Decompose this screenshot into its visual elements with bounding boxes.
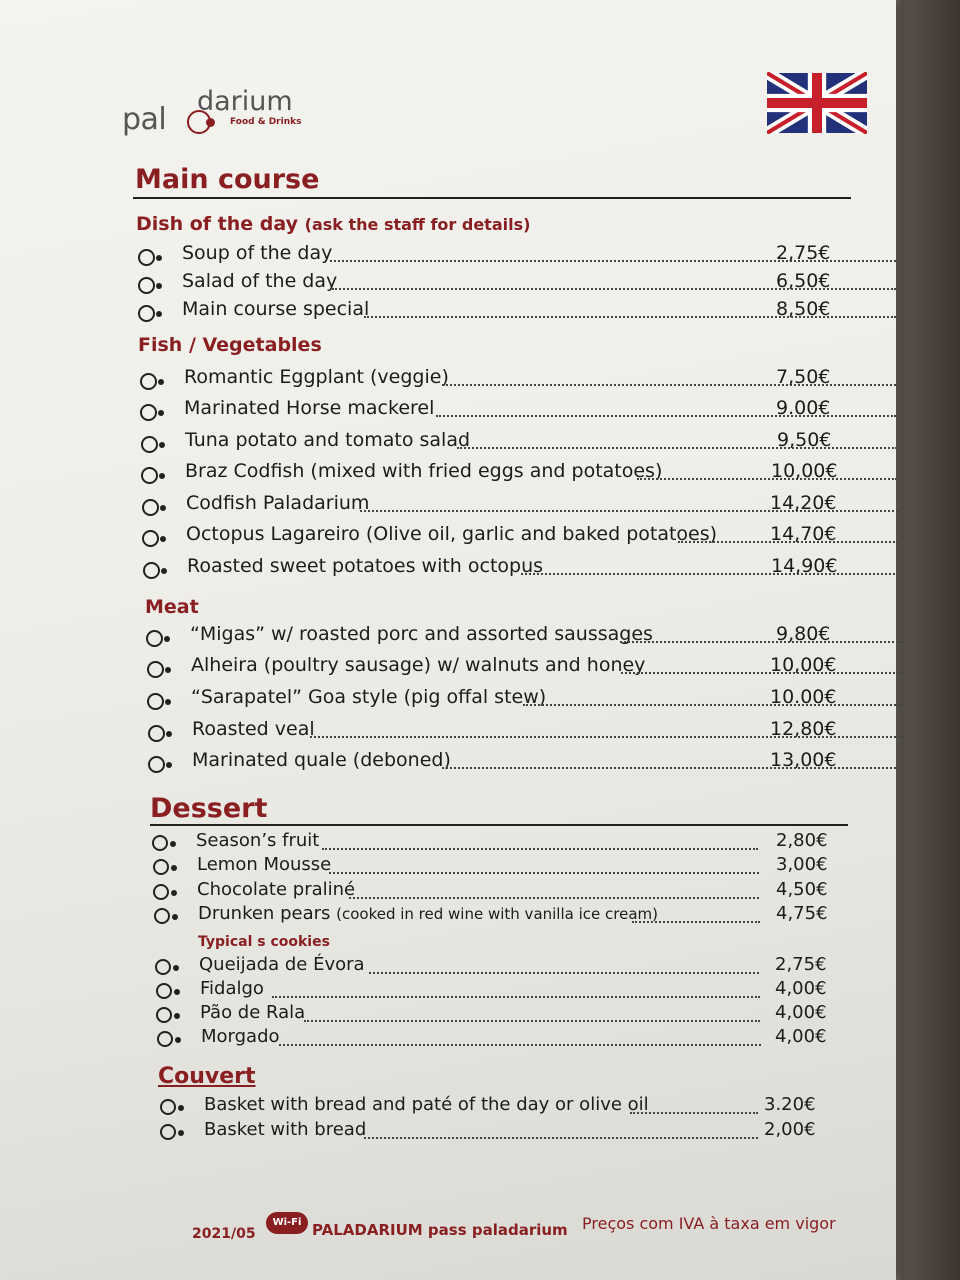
- menu-item: Season’s fruit 2,80€: [152, 830, 828, 854]
- bullet-icon: [140, 404, 157, 421]
- bullet-icon: [155, 959, 171, 975]
- wifi-icon: Wi-Fi: [266, 1212, 308, 1234]
- menu-item: Lemon Mousse 3,00€: [153, 854, 828, 878]
- menu-item: Fidalgo 4,00€: [156, 978, 827, 1002]
- menu-item: Roasted veal 12,80€: [148, 718, 830, 746]
- bullet-icon: [146, 630, 163, 647]
- menu-item: “Sarapatel” Goa style (pig offal stew) 10.00€: [147, 686, 830, 714]
- bullet-icon: [157, 1031, 173, 1047]
- bullet-icon: [141, 467, 158, 484]
- bullet-icon: [141, 436, 158, 453]
- menu-item: “Migas” w/ roasted porc and assorted saussages 9,80€: [146, 623, 830, 651]
- bullet-icon: [142, 530, 159, 547]
- bullet-icon: [138, 277, 155, 294]
- bullet-icon: [138, 249, 155, 266]
- menu-item: Tuna potato and tomato salad 9,50€: [141, 429, 830, 457]
- bullet-icon: [140, 373, 157, 390]
- couvert-heading: Couvert: [158, 1064, 256, 1089]
- cookies-heading: Typical s cookies: [198, 934, 330, 950]
- menu-item: Alheira (poultry sausage) w/ walnuts and honey 10,00€: [147, 654, 830, 682]
- menu-item: Basket with bread and paté of the day or olive oil 3.20€: [160, 1094, 816, 1118]
- menu-item: Marinated quale (deboned) 13,00€: [148, 749, 830, 777]
- vat-note: Preços com IVA à taxa em vigor: [582, 1214, 836, 1233]
- dessert-heading: Dessert: [150, 793, 268, 824]
- menu-item: Chocolate praliné 4,50€: [153, 879, 828, 903]
- meat-heading: Meat: [145, 596, 199, 618]
- menu-item: Salad of the day 6,50€: [138, 270, 830, 298]
- bullet-icon: [156, 983, 172, 999]
- menu-item: Soup of the day 2,75€: [138, 242, 830, 270]
- menu-item: Morgado 4,00€: [157, 1026, 827, 1050]
- menu-item: Basket with bread 2,00€: [160, 1119, 816, 1143]
- menu-item: Braz Codfish (mixed with fried eggs and potatoes) 10,00€: [141, 460, 830, 488]
- bullet-icon: [143, 562, 160, 579]
- dessert-rule: [150, 824, 848, 826]
- bullet-icon: [152, 835, 168, 851]
- dish-of-day-heading: Dish of the day (ask the staff for details): [136, 213, 531, 235]
- bullet-icon: [148, 725, 165, 742]
- bullet-icon: [147, 693, 164, 710]
- menu-item: Roasted sweet potatoes with octopus 14,90€: [143, 555, 830, 583]
- menu-item: Octopus Lagareiro (Olive oil, garlic and baked potatoes) 14,70€: [142, 523, 830, 551]
- menu-item: Romantic Eggplant (veggie) 7,50€: [140, 366, 830, 394]
- bullet-icon: [138, 305, 155, 322]
- bullet-icon: [142, 499, 159, 516]
- main-course-heading: Main course: [135, 164, 320, 195]
- bullet-icon: [160, 1124, 176, 1140]
- bullet-icon: [147, 661, 164, 678]
- fish-vegetables-heading: Fish / Vegetables: [138, 334, 322, 356]
- menu-item: Drunken pears (cooked in red wine with vanilla ice cream) 4,75€: [154, 903, 828, 927]
- bullet-icon: [153, 884, 169, 900]
- print-date: 2021/05: [192, 1226, 256, 1242]
- bullet-icon: [160, 1099, 176, 1115]
- wifi-info: PALADARIUM pass paladarium: [312, 1221, 568, 1239]
- bullet-icon: [156, 1007, 172, 1023]
- menu-item: Queijada de Évora 2,75€: [155, 954, 827, 978]
- menu-item: Codfish Paladarium 14,20€: [142, 492, 830, 520]
- bullet-icon: [148, 756, 165, 773]
- menu-item: Marinated Horse mackerel 9.00€: [140, 397, 830, 425]
- uk-flag-icon: [767, 72, 867, 134]
- menu-item: Pão de Rala 4,00€: [156, 1002, 827, 1026]
- main-course-rule: [133, 197, 851, 199]
- bullet-icon: [153, 859, 169, 875]
- bullet-icon: [154, 908, 170, 924]
- menu-item: Main course special 8,50€: [138, 298, 830, 326]
- paladarium-logo: pal darium Food & Drinks: [122, 86, 302, 137]
